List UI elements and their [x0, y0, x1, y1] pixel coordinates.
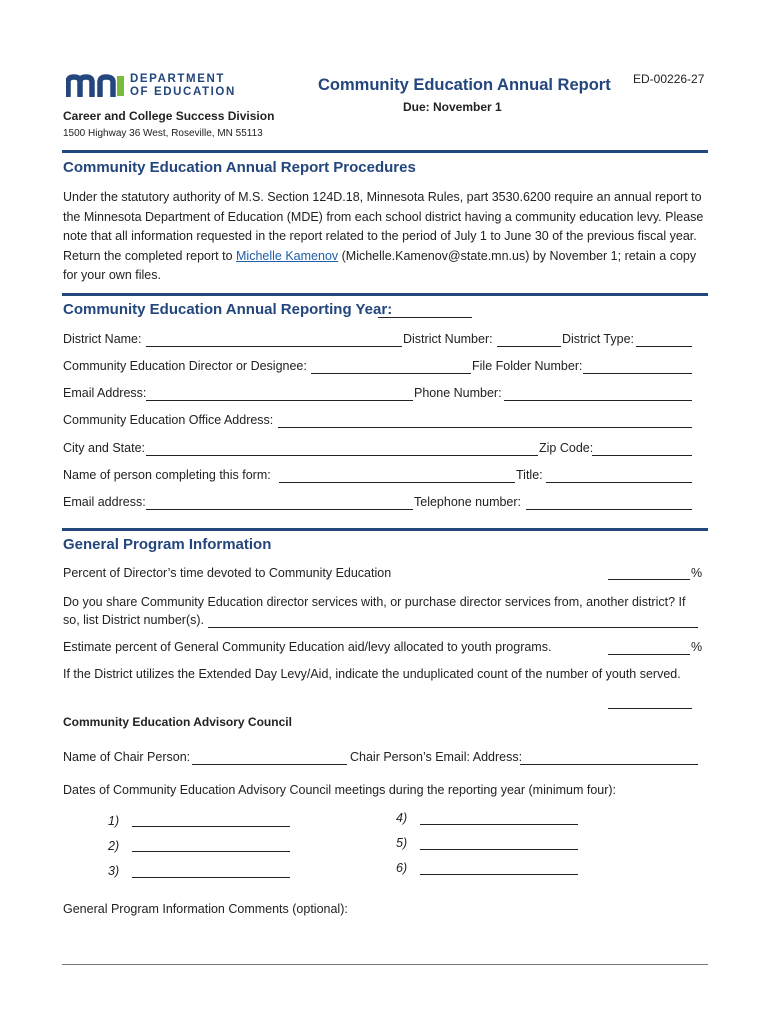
phone-label: Phone Number:: [414, 386, 502, 400]
chair-email-label: Chair Person’s Email: Address:: [350, 750, 523, 764]
form-id: ED-00226-27: [633, 72, 705, 86]
chair-name-field[interactable]: [192, 764, 347, 765]
share-question-line1: Do you share Community Education director services with, or purchase director services from, another district? If: [63, 595, 686, 609]
district-name-label: District Name:: [63, 332, 142, 346]
meeting-item-6-label: 6): [396, 861, 408, 875]
procedures-text-1: Under the statutory authority of M.S. Section 124D.18, Minnesota Rules, part 3530.6200 require an annual report to the Minnesota Department of Education (MDE) from each school district having a community education levy. Please note that all information requested in the report related to the period of July 1 to June 30 of the previous fiscal year. Return the completed report to: [63, 190, 704, 263]
email2-field[interactable]: [146, 509, 413, 510]
email-label: Email Address:: [63, 386, 147, 400]
reporting-year-field[interactable]: [378, 317, 472, 318]
chair-name-label: Name of Chair Person:: [63, 750, 191, 764]
procedures-heading: Community Education Annual Report Procedures: [63, 159, 416, 176]
meeting-item-2-label: 2): [108, 839, 120, 853]
meeting-item-4-label: 4): [396, 811, 408, 825]
logo-text-line1: DEPARTMENT: [130, 73, 226, 85]
file-folder-label: File Folder Number:: [472, 359, 583, 373]
district-name-field[interactable]: [146, 346, 402, 347]
meeting-date-3-field[interactable]: [132, 877, 290, 878]
logo-text-line2: OF EDUCATION: [130, 86, 236, 98]
district-number-field[interactable]: [497, 346, 561, 347]
meeting-item-3-label: 3): [108, 864, 120, 878]
due-date: Due: November 1: [403, 100, 502, 114]
youth-percent-label: Estimate percent of General Community Education aid/levy allocated to youth programs.: [63, 640, 552, 654]
youth-percent-sign: %: [691, 640, 703, 654]
city-state-label: City and State:: [63, 441, 145, 455]
reporting-year-heading: Community Education Annual Reporting Year:: [63, 301, 393, 318]
person-completing-field[interactable]: [279, 482, 515, 483]
youth-percent-field[interactable]: [608, 654, 690, 655]
office-address-label: Community Education Office Address:: [63, 413, 274, 427]
meeting-date-6-field[interactable]: [420, 874, 578, 875]
zip-field[interactable]: [592, 455, 692, 456]
extended-day-field[interactable]: [608, 708, 692, 709]
director-time-label: Percent of Director’s time devoted to Community Education: [63, 566, 392, 580]
telephone-field[interactable]: [526, 509, 692, 510]
extended-day-label: If the District utilizes the Extended Day Levy/Aid, indicate the unduplicated count of the number of youth served.: [63, 667, 681, 681]
meeting-date-1-field[interactable]: [132, 826, 290, 827]
email2-label: Email address:: [63, 495, 146, 509]
person-completing-label: Name of person completing this form:: [63, 468, 271, 482]
city-state-field[interactable]: [146, 455, 538, 456]
district-type-label: District Type:: [562, 332, 635, 346]
contact-link[interactable]: Michelle Kamenov: [236, 248, 339, 263]
divider-2: [62, 293, 708, 296]
meeting-item-5-label: 5): [396, 836, 408, 850]
meeting-date-2-field[interactable]: [132, 851, 290, 852]
meeting-item-1-label: 1): [108, 814, 120, 828]
title-field[interactable]: [546, 482, 692, 483]
director-time-percent: %: [691, 566, 703, 580]
district-number-label: District Number:: [403, 332, 493, 346]
meeting-date-5-field[interactable]: [420, 849, 578, 850]
divider-1: [62, 150, 708, 153]
file-folder-field[interactable]: [583, 373, 692, 374]
page-title: Community Education Annual Report: [318, 76, 611, 94]
director-label: Community Education Director or Designee:: [63, 359, 307, 373]
telephone-label: Telephone number:: [414, 495, 522, 509]
division-name: Career and College Success Division: [63, 109, 275, 123]
zip-label: Zip Code:: [539, 441, 594, 455]
procedures-paragraph: [63, 188, 713, 286]
meeting-dates-label: Dates of Community Education Advisory Council meetings during the reporting year (minimum four):: [63, 783, 617, 797]
chair-email-field[interactable]: [520, 764, 698, 765]
district-type-field[interactable]: [636, 346, 692, 347]
email-field[interactable]: [146, 400, 413, 401]
share-district-field[interactable]: [208, 627, 698, 628]
director-time-field[interactable]: [608, 579, 690, 580]
share-question-line2: so, list District number(s).: [63, 613, 204, 627]
phone-field[interactable]: [504, 400, 692, 401]
division-address: 1500 Highway 36 West, Roseville, MN 55113: [63, 128, 263, 139]
advisory-heading: Community Education Advisory Council: [63, 715, 292, 729]
mn-logo-icon: [66, 73, 126, 97]
comments-field[interactable]: [62, 964, 708, 965]
meeting-date-4-field[interactable]: [420, 824, 578, 825]
divider-3: [62, 528, 708, 531]
mde-logo: [66, 73, 236, 99]
title-label: Title:: [516, 468, 543, 482]
office-address-field[interactable]: [278, 427, 692, 428]
general-heading: General Program Information: [63, 536, 272, 553]
procedures-text-2: (Michelle.Kamenov@state.mn.us) by November 1; retain a copy for your own files.: [63, 248, 697, 282]
comments-label: General Program Information Comments (optional):: [63, 902, 348, 916]
director-field[interactable]: [311, 373, 471, 374]
